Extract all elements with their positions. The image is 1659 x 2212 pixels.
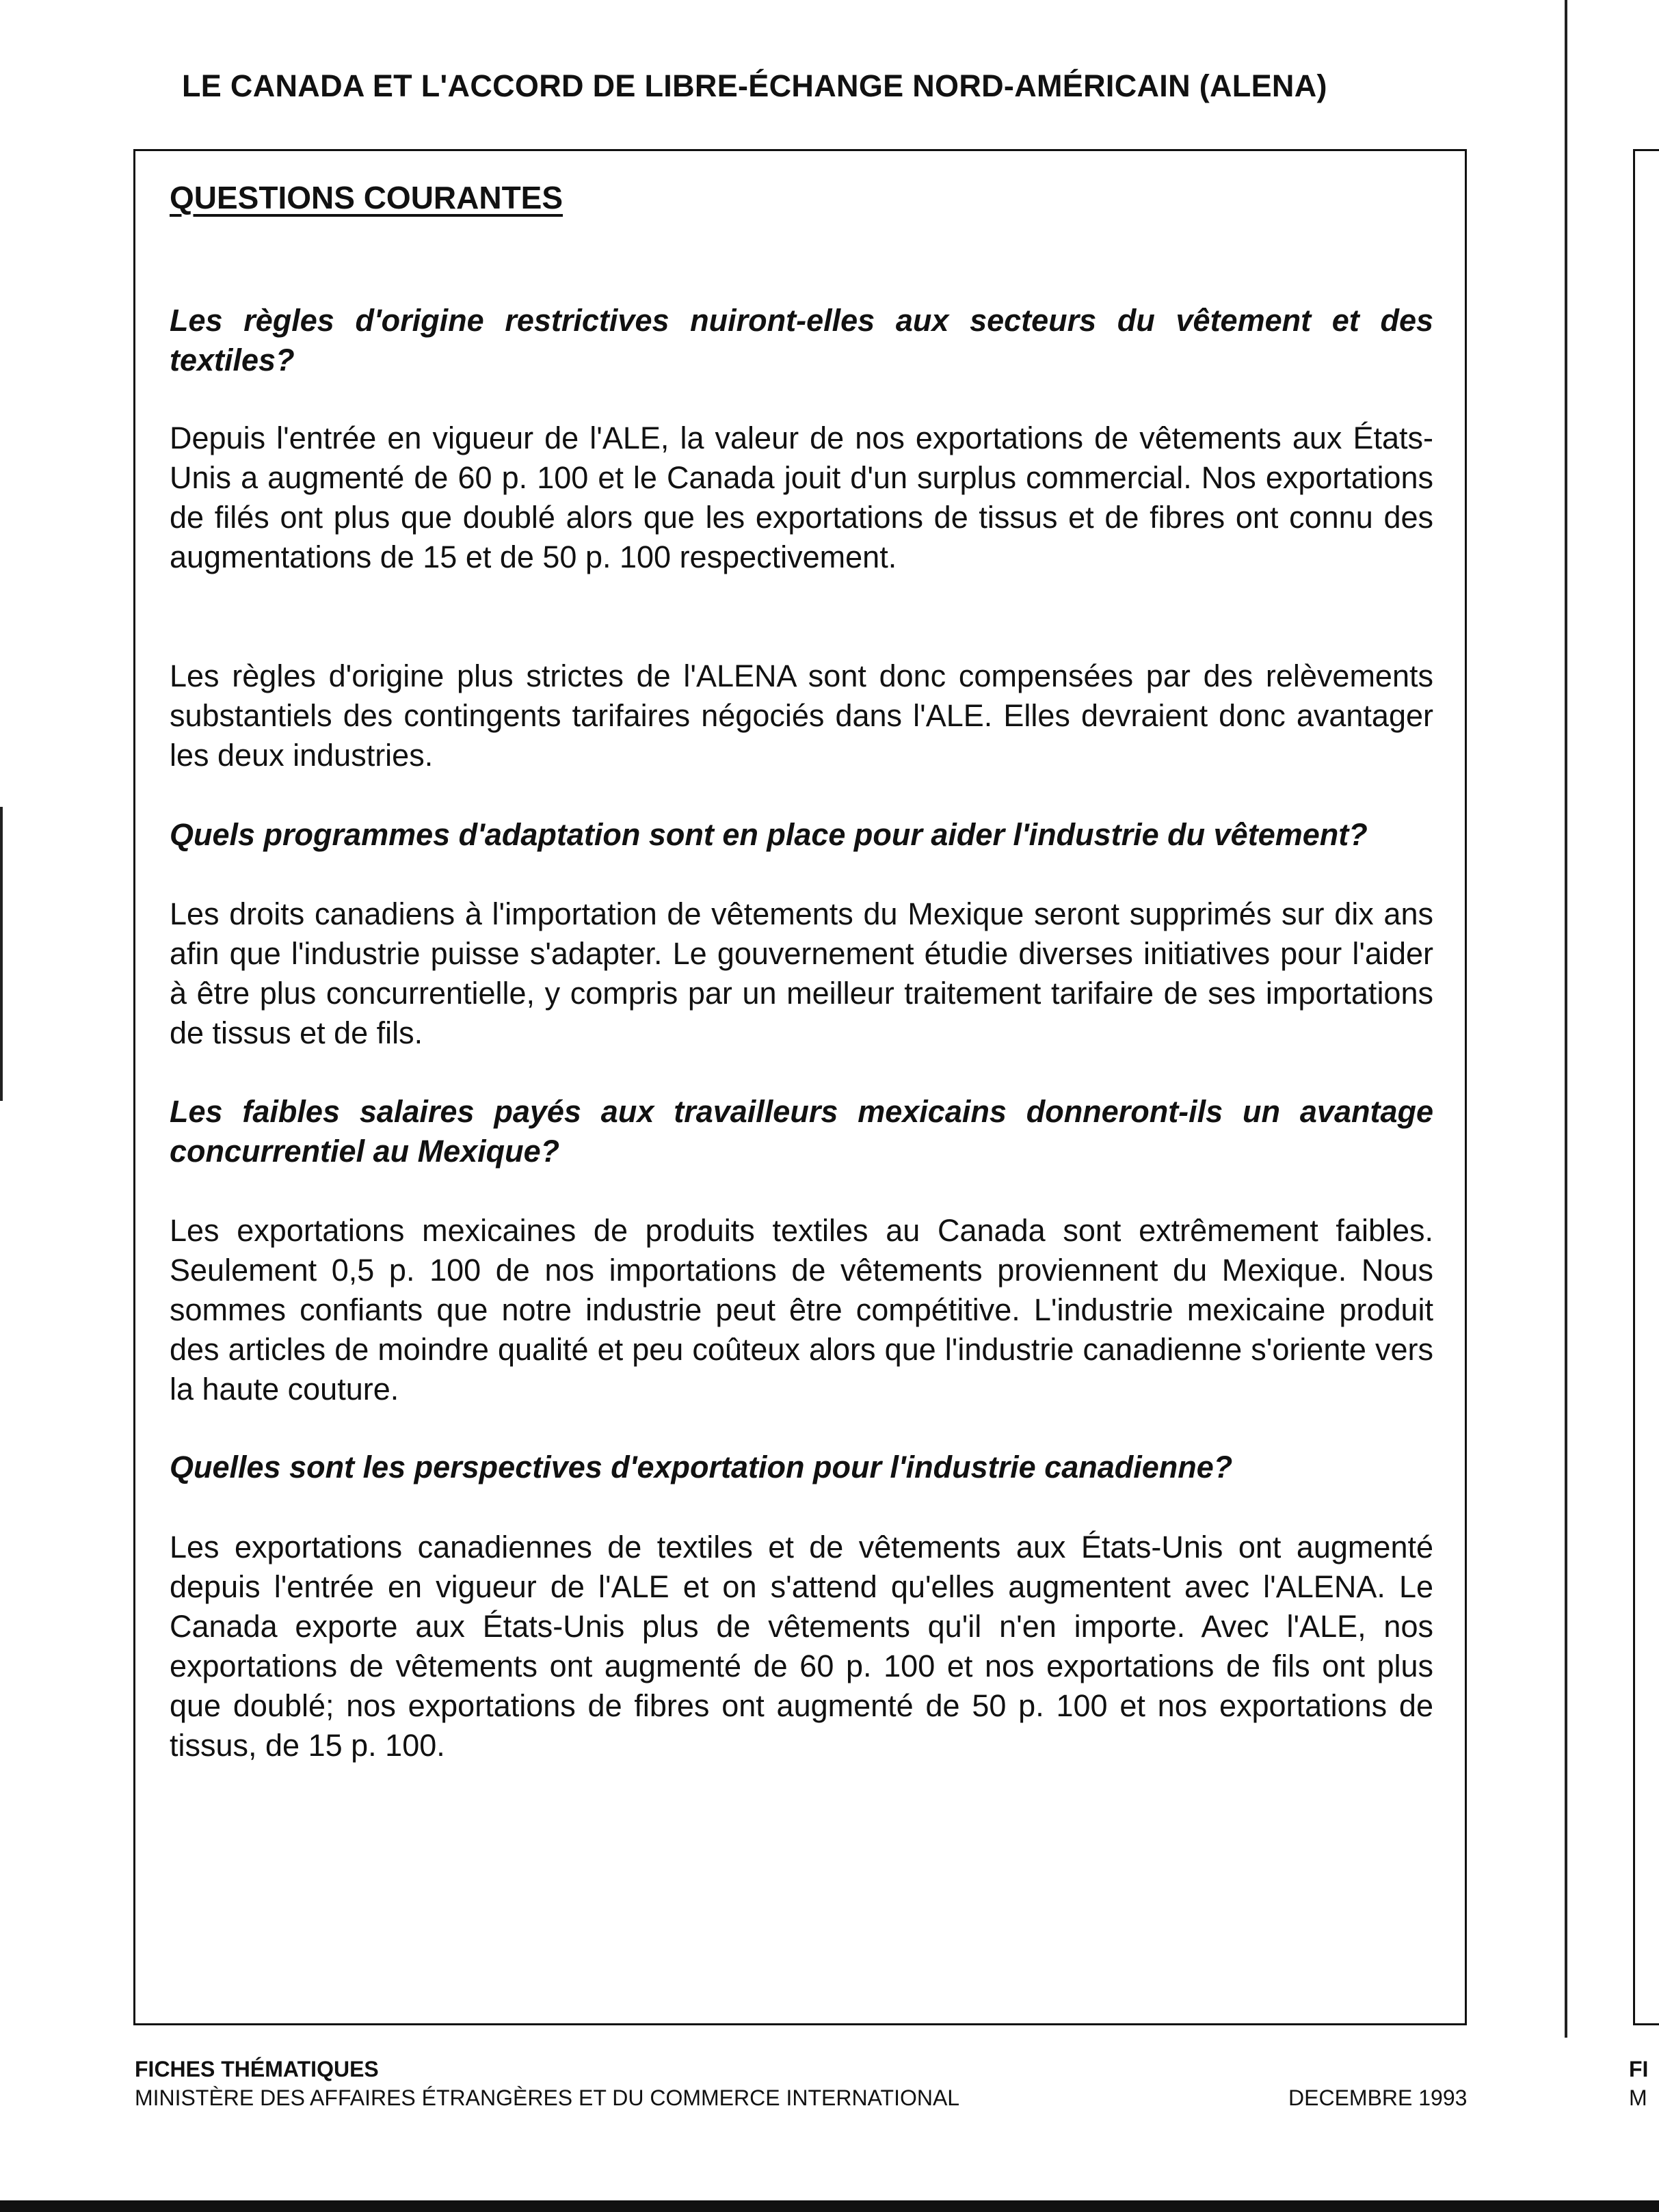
adjacent-page-fragment-1: FI xyxy=(1629,2057,1649,2081)
footer-series: FICHES THÉMATIQUES xyxy=(135,2057,379,2081)
adjacent-page-fragment-2: M xyxy=(1629,2086,1647,2110)
answer-4: Les exportations canadiennes de textiles et de vêtements aux États-Unis ont augmenté depuis l'entrée en vigueur de l'ALE et on s'attend qu'elles augmentent avec l'ALENA. Le Canada exporte aux États-Unis plus de vêtements qu'il n'en importe. Avec l'ALE, nos exportations de vêtements ont augmenté de 60 p. 100 et nos exportations de fils ont plus que doublé; nos exportations de fibres ont augmenté de 50 p. 100 et nos exportations de tissus, de 15 p. 100. xyxy=(170,1530,1433,1763)
section-heading: QUESTIONS COURANTES xyxy=(170,180,563,215)
footer-date: DECEMBRE 1993 xyxy=(1288,2086,1468,2110)
scan-edge-left xyxy=(0,807,3,1101)
answer-1a: Depuis l'entrée en vigueur de l'ALE, la valeur de nos exportations de vêtements aux États-Unis a augmenté de 60 p. 100 et le Canada jouit d'un surplus commercial. Nos exportations de filés ont plus que doublé alors que les exportations de tissus et de fibres ont connu des augmentations de 15 et de 50 p. 100 respectivement. xyxy=(170,421,1433,574)
answer-2: Les droits canadiens à l'importation de vêtements du Mexique seront supprimés sur dix ans afin que l'industrie puisse s'adapter. Le gouvernement étudie diverses initiatives pour l'aider à être plus concurrentielle, y compris par un meilleur traitement tarifaire de ses importations de tissus et de fils. xyxy=(170,896,1433,1050)
question-3: Les faibles salaires payés aux travailleurs mexicains donneront-ils un avantage concurrentiel au Mexique? xyxy=(170,1094,1433,1169)
answer-3: Les exportations mexicaines de produits textiles au Canada sont extrêmement faibles. Seulement 0,5 p. 100 de nos importations de vêtements proviennent du Mexique. Nous sommes confiants que notre industrie peut être compétitive. L'industrie mexicaine produit des articles de moindre qualité et peu coûteux alors que l'industrie canadienne s'oriente vers la haute couture. xyxy=(170,1213,1433,1407)
footer-ministry: MINISTÈRE DES AFFAIRES ÉTRANGÈRES ET DU COMMERCE INTERNATIONAL xyxy=(135,2086,960,2110)
question-2: Quels programmes d'adaptation sont en place pour aider l'industrie du vêtement? xyxy=(170,817,1368,852)
question-1: Les règles d'origine restrictives nuiront-elles aux secteurs du vêtement et des textiles? xyxy=(170,303,1433,377)
scan-edge-bottom xyxy=(0,2200,1659,2212)
scan-edge-right xyxy=(1565,0,1567,2038)
page-title: LE CANADA ET L'ACCORD DE LIBRE-ÉCHANGE NORD-AMÉRICAIN (ALENA) xyxy=(182,68,1327,103)
adjacent-page-box xyxy=(1633,149,1659,2025)
answer-1b: Les règles d'origine plus strictes de l'ALENA sont donc compensées par des relèvements substantiels des contingents tarifaires négociés dans l'ALE. Elles devraient donc avantager les deux industries. xyxy=(170,658,1433,773)
question-4: Quelles sont les perspectives d'exportation pour l'industrie canadienne? xyxy=(170,1450,1233,1484)
